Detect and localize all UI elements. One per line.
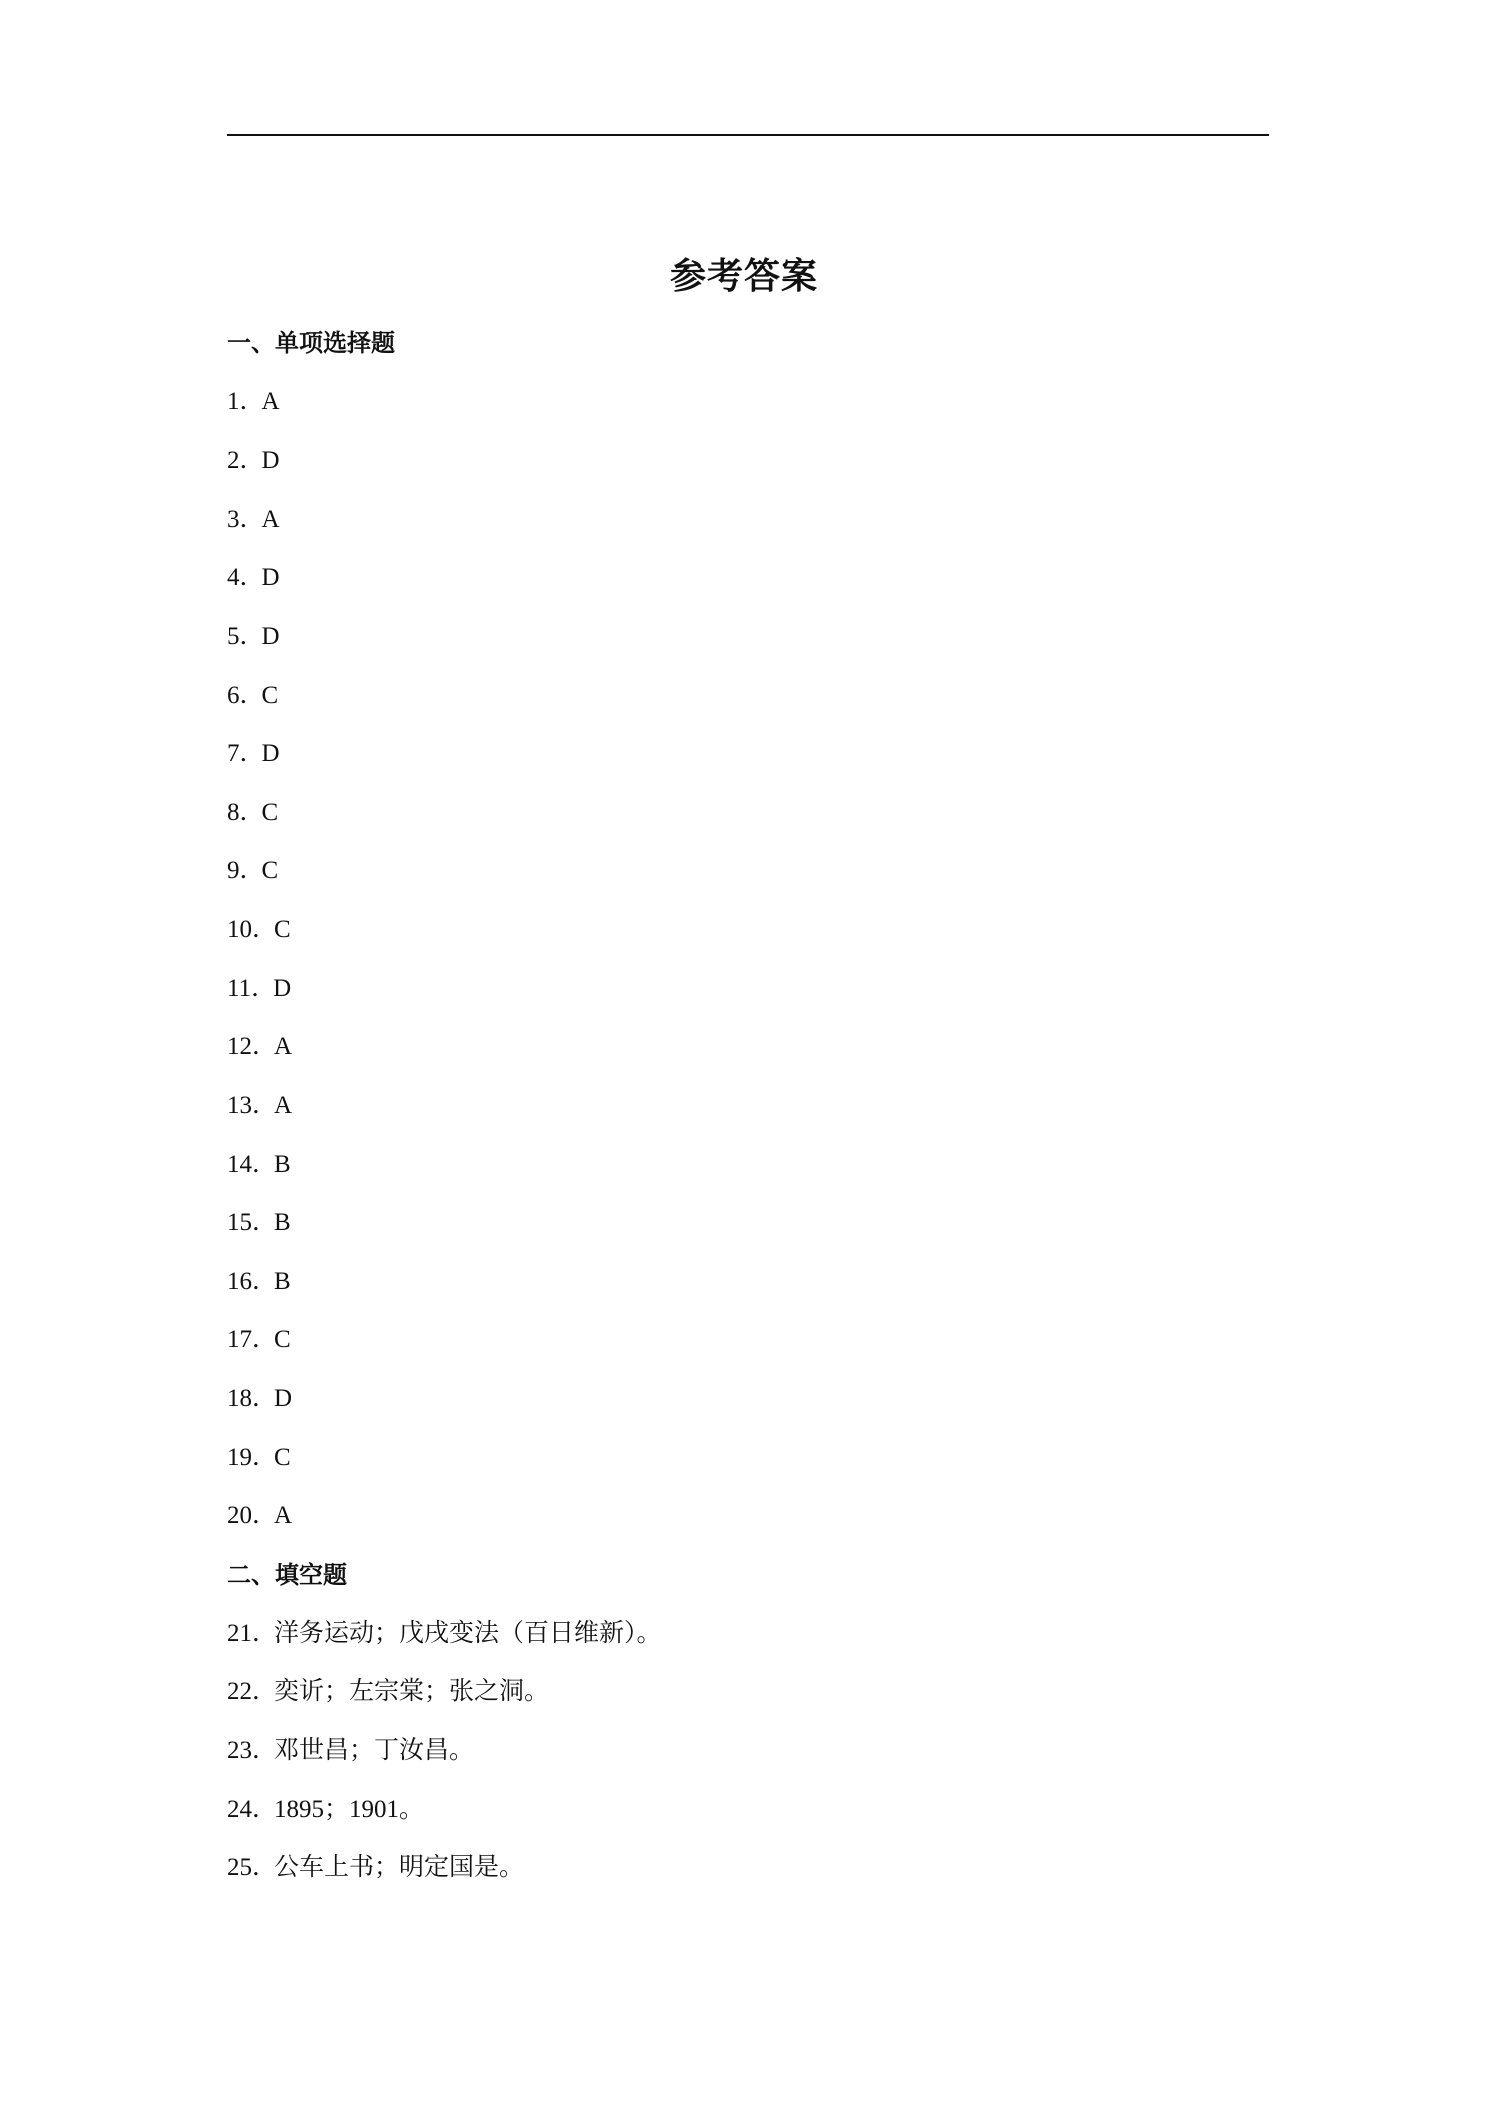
answer-item: 2．D: [227, 447, 280, 474]
answer-item: 11．D: [227, 975, 292, 1002]
answer-item: 17．C: [227, 1326, 291, 1353]
section-heading-single-choice: 一、单项选择题: [227, 329, 395, 357]
header-rule: [227, 134, 1269, 136]
answer-item: 6．C: [227, 682, 279, 709]
answer-item: 19．C: [227, 1444, 291, 1471]
answer-item: 10．C: [227, 916, 291, 943]
answer-item: 22．奕䜣；左宗棠；张之洞。: [227, 1678, 550, 1705]
answer-item: 12．A: [227, 1033, 293, 1060]
answer-item: 23．邓世昌；丁汝昌。: [227, 1737, 475, 1764]
answer-item: 7．D: [227, 740, 280, 767]
answer-item: 18．D: [227, 1385, 293, 1412]
section-heading-fill-in: 二、填空题: [227, 1561, 347, 1589]
answer-item: 24．1895；1901。: [227, 1796, 425, 1823]
answer-item: 15．B: [227, 1209, 291, 1236]
answer-item: 20．A: [227, 1502, 293, 1529]
answer-item: 8．C: [227, 799, 279, 826]
answer-item: 5．D: [227, 623, 280, 650]
answer-item: 4．D: [227, 564, 280, 591]
answer-item: 21．洋务运动；戊戌变法（百日维新）。: [227, 1620, 662, 1647]
answer-item: 13．A: [227, 1092, 293, 1119]
answer-item: 3．A: [227, 506, 280, 533]
answer-item: 9．C: [227, 857, 279, 884]
answer-item: 14．B: [227, 1151, 291, 1178]
answer-item: 1．A: [227, 388, 280, 415]
answer-item: 25．公车上书；明定国是。: [227, 1854, 525, 1881]
page-title: 参考答案: [669, 256, 818, 297]
answer-item: 16．B: [227, 1268, 291, 1295]
